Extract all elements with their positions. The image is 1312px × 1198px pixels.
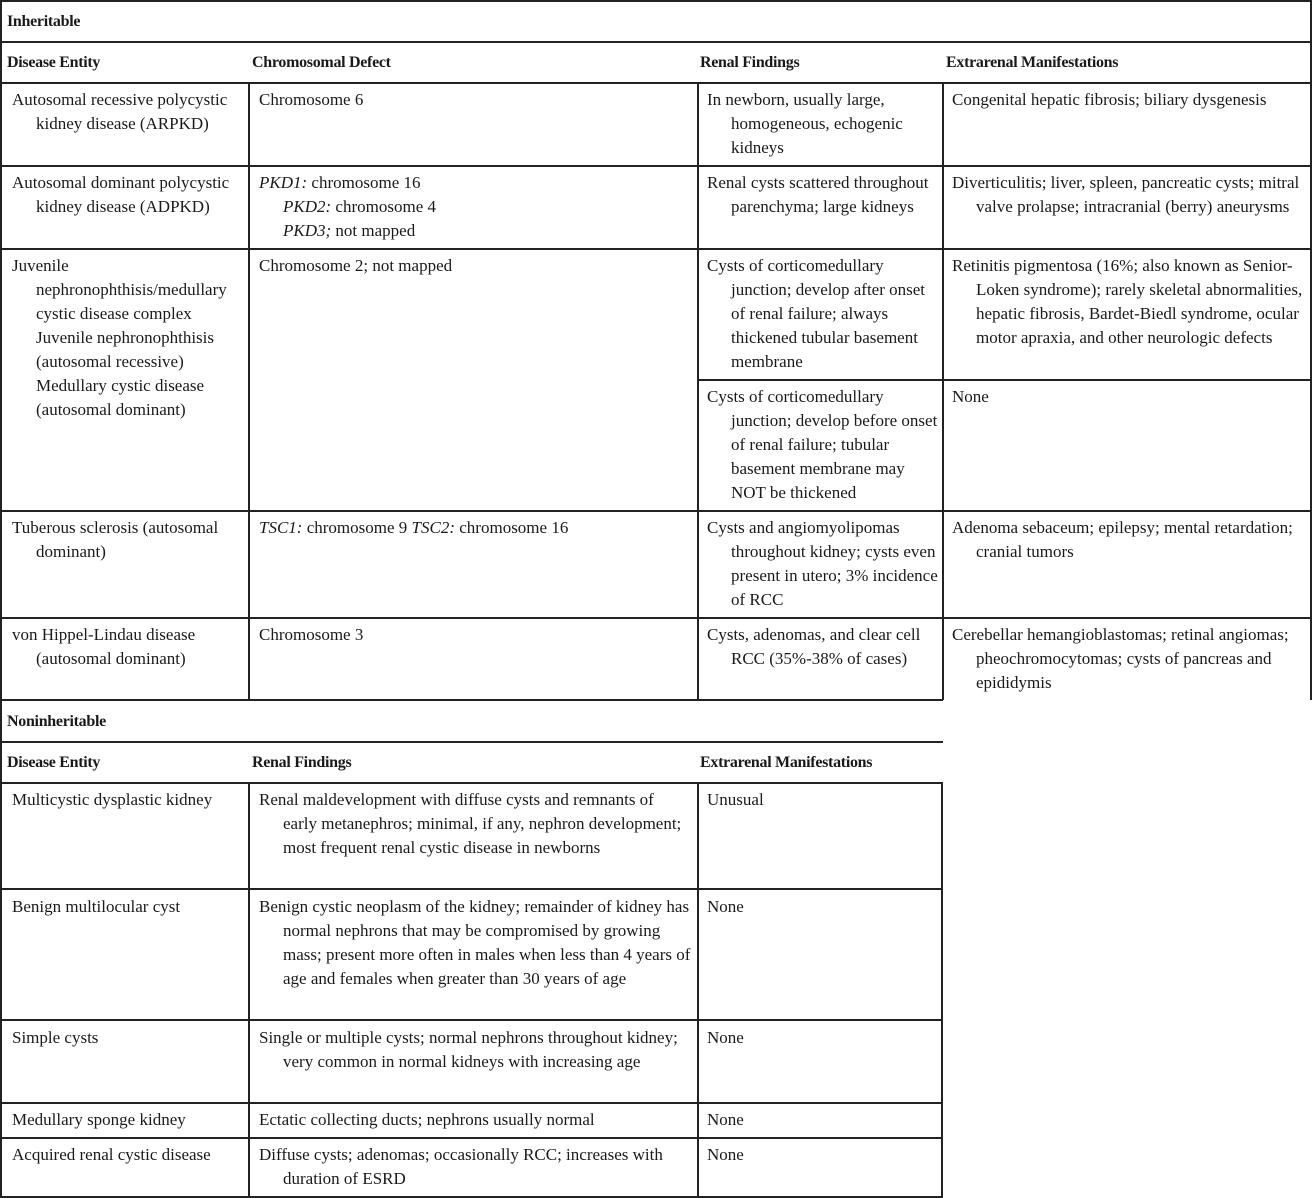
entity-subtype: Juvenile nephronophthisis: [36, 328, 215, 347]
cell-extrarenal: Congenital hepatic fibrosis; biliary dysgenesis: [952, 90, 1267, 109]
cell-chromosomal-defect: Chromosome 6: [259, 90, 364, 109]
entity-inheritance: (autosomal dominant): [36, 400, 186, 419]
entity-subtype: Medullary cystic disease: [36, 376, 205, 395]
cell-disease-entity: Autosomal dominant polycystic kidney disease (ADPKD): [12, 173, 230, 216]
cell-disease-entity: [12, 254, 246, 422]
gene-name: TSC1:: [259, 518, 303, 537]
gene-name: PKD2:: [283, 197, 332, 216]
header-disease-entity: Disease Entity: [7, 54, 101, 71]
cell-renal-findings: Single or multiple cysts; normal nephrons throughout kidney; very common in normal kidneys with increasing age: [259, 1028, 678, 1071]
cell-extrarenal: None: [707, 1110, 744, 1129]
gene-location: not mapped: [331, 221, 416, 240]
entity-name: Juvenile nephronophthisis/medullary cystic disease complex: [12, 256, 227, 323]
header-renal-findings: Renal Findings: [252, 754, 352, 771]
cell-disease-entity: Benign multilocular cyst: [12, 897, 181, 916]
cell-disease-entity: Simple cysts: [12, 1028, 99, 1047]
cell-chromosomal-defect: Chromosome 2; not mapped: [259, 256, 453, 275]
cell-disease-entity: Autosomal recessive polycystic kidney disease (ARPKD): [12, 90, 228, 133]
cell-renal-findings: Renal maldevelopment with diffuse cysts and remnants of early metanephros; minimal, if any, nephron development; most frequent renal cystic disease in newborns: [259, 790, 682, 857]
section-title-inheritable: Inheritable: [7, 13, 81, 30]
section-title-noninheritable: Noninheritable: [7, 713, 106, 730]
cell-extrarenal: Retinitis pigmentosa (16%; also known as Senior-Loken syndrome); rarely skeletal abnormalities, hepatic fibrosis, Bardet-Biedl syndrome, ocular motor apraxia, and other neurologic defects: [952, 256, 1303, 347]
gene-name: TSC2:: [411, 518, 456, 537]
gene-location: chromosome 9: [302, 518, 412, 537]
cell-disease-entity: Acquired renal cystic disease: [12, 1145, 211, 1164]
cell-chromosomal-defect: [259, 516, 689, 540]
cell-renal-findings: Cysts, adenomas, and clear cell RCC (35%-38% of cases): [707, 625, 921, 668]
cell-renal-findings: Diffuse cysts; adenomas; occasionally RCC; increases with duration of ESRD: [259, 1145, 663, 1188]
cell-extrarenal: None: [707, 1145, 744, 1164]
gene-location: chromosome 16: [455, 518, 569, 537]
header-disease-entity: Disease Entity: [7, 754, 101, 771]
cell-chromosomal-defect: Chromosome 3: [259, 625, 364, 644]
cell-disease-entity: von Hippel-Lindau disease (autosomal dominant): [12, 625, 196, 668]
gene-location: chromosome 16: [307, 173, 421, 192]
cell-renal-findings: Ectatic collecting ducts; nephrons usually normal: [259, 1110, 595, 1129]
gene-name: PKD3;: [283, 221, 332, 240]
cell-renal-findings: Benign cystic neoplasm of the kidney; remainder of kidney has normal nephrons that may be compromised by growing mass; present more often in males when less than 4 years of age and females when greater than 30 years of age: [259, 897, 691, 988]
cell-extrarenal: Adenoma sebaceum; epilepsy; mental retardation; cranial tumors: [952, 518, 1293, 561]
cell-extrarenal-2: None: [952, 387, 989, 406]
cell-renal-findings-2: Cysts of corticomedullary junction; develop before onset of renal failure; tubular basement membrane may NOT be thickened: [707, 387, 938, 502]
cell-renal-findings: Cysts and angiomyolipomas throughout kidney; cysts even present in utero; 3% incidence of RCC: [707, 518, 938, 609]
header-extrarenal-manifestations: Extrarenal Manifestations: [700, 754, 873, 771]
header-extrarenal-manifestations: Extrarenal Manifestations: [946, 54, 1119, 71]
cell-disease-entity: Medullary sponge kidney: [12, 1110, 186, 1129]
cell-chromosomal-defect: [259, 171, 689, 243]
cell-extrarenal: Unusual: [707, 790, 764, 809]
cell-renal-findings: Cysts of corticomedullary junction; develop after onset of renal failure; always thickened tubular basement membrane: [707, 256, 926, 371]
gene-location: chromosome 4: [331, 197, 436, 216]
header-renal-findings: Renal Findings: [700, 54, 800, 71]
cell-disease-entity: Multicystic dysplastic kidney: [12, 790, 213, 809]
cell-renal-findings: Renal cysts scattered throughout parenchyma; large kidneys: [707, 173, 929, 216]
cell-extrarenal: Diverticulitis; liver, spleen, pancreatic cysts; mitral valve prolapse; intracranial (berry) aneurysms: [952, 173, 1300, 216]
header-chromosomal-defect: Chromosomal Defect: [252, 54, 391, 71]
cell-extrarenal: None: [707, 897, 744, 916]
cell-disease-entity: Tuberous sclerosis (autosomal dominant): [12, 518, 219, 561]
cell-extrarenal: None: [707, 1028, 744, 1047]
gene-name: PKD1:: [259, 173, 308, 192]
cell-extrarenal: Cerebellar hemangioblastomas; retinal angiomas; pheochromocytomas; cysts of pancreas and epididymis: [952, 625, 1289, 692]
cell-renal-findings: In newborn, usually large, homogeneous, echogenic kidneys: [707, 90, 903, 157]
entity-inheritance: (autosomal recessive): [36, 352, 184, 371]
